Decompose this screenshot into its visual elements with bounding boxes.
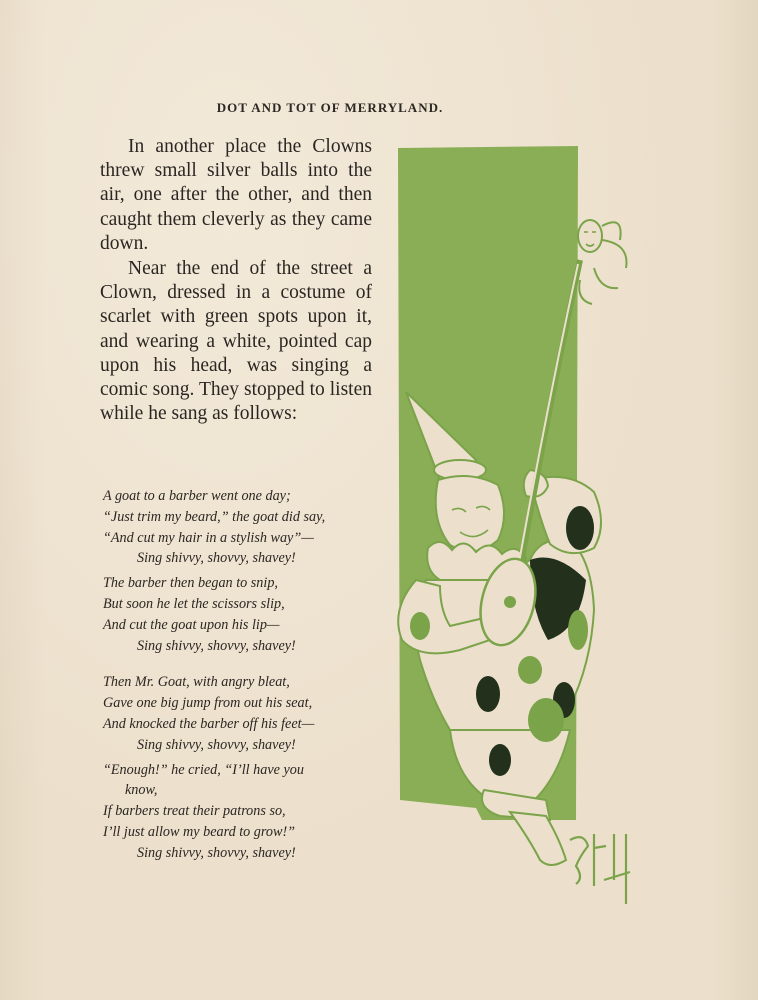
poem-stanza-1 [103,486,393,569]
prose-paragraph-1: In another place the Clowns threw small silver balls into the air, one after the other, and then caught them cleverly as they came down. [100,136,372,254]
poem-line: But soon he let the scissors slip, [103,595,285,612]
poem-refrain: Sing shivvy, shovvy, shavey! [137,736,296,753]
poem-line: Then Mr. Goat, with angry bleat, [103,674,290,691]
prose-block [100,135,372,426]
mandolin-head [578,220,602,252]
comic-song-poem [103,486,393,868]
poem-line: “Just trim my beard,” the goat did say, [103,508,326,525]
running-title: DOT AND TOT OF MERRYLAND. [216,100,444,115]
poem-line: A goat to a barber went one day; [103,488,291,504]
poem-line: “Enough!” he cried, “I’ll have you [103,761,304,778]
prose-paragraph-2: Near the end of the street a Clown, dressed in a costume of scarlet with green spots upon it, and wearing a white, pointed cap upon his head, was singing a comic song. They stopped to listen while he sang as follows: [100,258,372,425]
poem-line: “And cut my hair in a stylish way”— [103,529,314,546]
poem-line: know, [125,782,158,799]
poem-line: If barbers treat their patrons so, [103,803,286,820]
poem-stanza-2 [103,573,393,656]
poem-line: And knocked the barber off his feet— [103,715,315,732]
poem-line: I’ll just allow my beard to grow!” [103,823,296,840]
poem-refrain: Sing shivvy, shovvy, shavey! [137,550,296,567]
poem-line: And cut the goat upon his lip— [103,616,280,633]
poem-stanza-3 [103,672,393,755]
artist-monogram [570,834,630,904]
poem-line: The barber then began to snip, [103,575,278,592]
clown-head [436,476,504,551]
clown-illustration [380,140,650,920]
poem-refrain: Sing shivvy, shovvy, shavey! [137,637,296,654]
poem-line: Gave one big jump from out his seat, [103,695,313,712]
poem-stanza-4 [103,760,393,864]
poem-refrain: Sing shivvy, shovvy, shavey! [137,844,296,861]
